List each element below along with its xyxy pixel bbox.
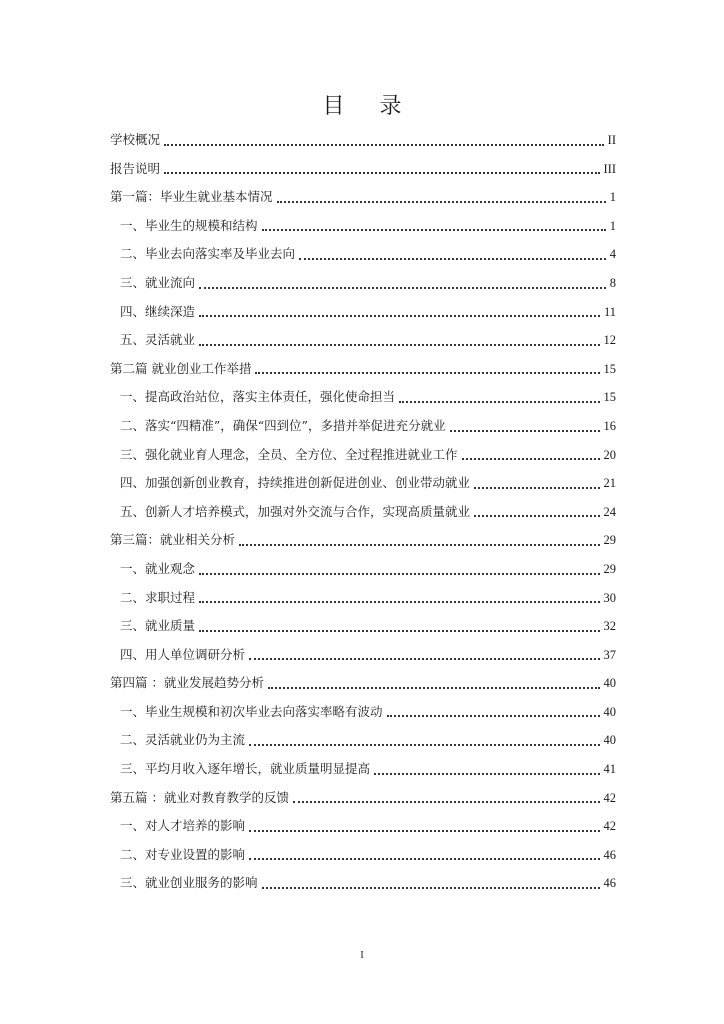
toc-entry[interactable] xyxy=(110,784,616,813)
toc-entry[interactable] xyxy=(110,212,616,241)
toc-dot-leader xyxy=(249,654,599,660)
toc-entry-label: 二、对专业设置的影响 xyxy=(120,846,246,862)
toc-dot-leader xyxy=(199,569,599,575)
toc-entry-page: III xyxy=(603,161,616,176)
toc-entry-page: 42 xyxy=(603,790,616,805)
toc-dot-leader xyxy=(293,797,600,803)
toc-entry-page: 37 xyxy=(603,647,616,662)
toc-entry-page: 20 xyxy=(603,447,616,462)
toc-entry-page: 40 xyxy=(603,733,616,748)
toc-entry-label: 二、毕业去向落实率及毕业去向 xyxy=(120,246,296,262)
toc-entry-page: 21 xyxy=(603,476,616,491)
toc-entry[interactable] xyxy=(110,698,616,727)
toc-dot-leader xyxy=(462,454,600,460)
toc-entry-page: 29 xyxy=(603,533,616,548)
toc-entry-page: 32 xyxy=(603,619,616,634)
toc-entry-page: 1 xyxy=(609,218,616,233)
page-title: 目 录 xyxy=(322,94,416,119)
toc-entry[interactable] xyxy=(110,441,616,470)
toc-dot-leader xyxy=(262,225,606,231)
toc-dot-leader xyxy=(474,511,599,517)
toc-entry[interactable] xyxy=(110,412,616,441)
toc-entry[interactable] xyxy=(110,526,616,555)
toc-entry[interactable] xyxy=(110,555,616,584)
toc-entry[interactable] xyxy=(110,669,616,698)
toc-entry-label: 三、就业创业服务的影响 xyxy=(120,875,258,891)
toc-entry-label: 第四篇 ：就业发展趋势分析 xyxy=(110,675,264,691)
toc-entry-page: 8 xyxy=(609,275,616,290)
toc-entry-label: 一、毕业生的规模和结构 xyxy=(120,217,258,233)
page-number: I xyxy=(360,950,364,961)
toc-entry-label: 四、加强创新创业教育，持续推进创新促进创业、创业带动就业 xyxy=(120,475,471,491)
toc-entry-page: 46 xyxy=(603,876,616,891)
toc-entry[interactable] xyxy=(110,183,616,212)
toc-entry[interactable] xyxy=(110,298,616,327)
toc-entry-label: 第二篇 就业创业工作举措 xyxy=(110,360,252,376)
toc-entry-page: 16 xyxy=(603,418,616,433)
toc-entry[interactable] xyxy=(110,841,616,870)
toc-entry-page: 12 xyxy=(603,333,616,348)
toc-entry[interactable] xyxy=(110,355,616,384)
toc-dot-leader xyxy=(199,283,606,289)
toc-entry-page: 15 xyxy=(603,390,616,405)
toc-entry-label: 第一篇：毕业生就业基本情况 xyxy=(110,189,273,205)
table-of-contents xyxy=(110,126,616,898)
toc-entry-page: II xyxy=(607,133,616,147)
toc-dot-leader xyxy=(474,483,599,489)
toc-entry[interactable] xyxy=(110,240,616,269)
toc-dot-leader xyxy=(450,426,600,432)
toc-entry-page: 11 xyxy=(603,304,616,319)
toc-entry[interactable] xyxy=(110,269,616,298)
toc-dot-leader xyxy=(199,311,600,317)
toc-entry-page: 42 xyxy=(603,819,616,834)
toc-dot-leader xyxy=(249,826,599,832)
toc-entry[interactable] xyxy=(110,469,616,498)
toc-entry-label: 第三篇：就业相关分析 xyxy=(110,532,236,548)
toc-entry-page: 24 xyxy=(603,504,616,519)
toc-entry-page: 40 xyxy=(603,676,616,691)
toc-entry-page: 29 xyxy=(603,561,616,576)
toc-entry[interactable] xyxy=(110,155,616,184)
toc-entry[interactable] xyxy=(110,498,616,527)
toc-entry-page: 4 xyxy=(609,247,616,262)
toc-dot-leader xyxy=(255,368,599,374)
toc-dot-leader xyxy=(199,597,599,603)
toc-entry[interactable] xyxy=(110,641,616,670)
toc-entry-label: 三、就业质量 xyxy=(120,618,196,634)
toc-entry[interactable] xyxy=(110,755,616,784)
toc-entry[interactable] xyxy=(110,812,616,841)
toc-dot-leader xyxy=(199,626,599,632)
toc-entry-label: 五、灵活就业 xyxy=(120,332,196,348)
toc-entry-page: 41 xyxy=(603,762,616,777)
toc-entry[interactable] xyxy=(110,326,616,355)
toc-entry-label: 二、求职过程 xyxy=(120,589,196,605)
toc-entry-page: 46 xyxy=(603,847,616,862)
toc-entry[interactable] xyxy=(110,726,616,755)
toc-entry-label: 四、继续深造 xyxy=(120,303,196,319)
toc-entry-label: 一、就业观念 xyxy=(120,560,196,576)
toc-dot-leader xyxy=(399,397,599,403)
toc-entry-label: 一、提高政治站位，落实主体责任，强化使命担当 xyxy=(120,389,396,405)
toc-entry-label: 学校概况 xyxy=(110,132,161,147)
toc-entry-page: 1 xyxy=(609,190,616,205)
toc-dot-leader xyxy=(164,168,599,174)
toc-entry-label: 三、就业流向 xyxy=(120,274,196,290)
toc-dot-leader xyxy=(249,740,599,746)
toc-entry[interactable] xyxy=(110,612,616,641)
toc-entry[interactable] xyxy=(110,584,616,613)
toc-dot-leader xyxy=(299,254,606,260)
toc-dot-leader xyxy=(374,769,599,775)
toc-entry-label: 二、灵活就业仍为主流 xyxy=(120,732,246,748)
toc-entry[interactable] xyxy=(110,383,616,412)
toc-dot-leader xyxy=(387,711,600,717)
toc-entry[interactable] xyxy=(110,869,616,898)
toc-dot-leader xyxy=(277,197,606,203)
toc-entry-label: 四、用人单位调研分析 xyxy=(120,646,246,662)
toc-dot-leader xyxy=(268,683,600,689)
toc-entry-label: 一、毕业生规模和初次毕业去向落实率略有波动 xyxy=(120,703,383,719)
toc-entry-label: 报告说明 xyxy=(110,160,161,176)
toc-entry-label: 二、落实“四精准”，确保“四到位”，多措并举促进充分就业 xyxy=(120,417,446,433)
toc-entry[interactable] xyxy=(110,126,616,155)
toc-entry-label: 三、平均月收入逐年增长，就业质量明显提高 xyxy=(120,761,371,777)
toc-dot-leader xyxy=(239,540,599,546)
toc-dot-leader xyxy=(164,140,604,146)
toc-entry-label: 一、对人才培养的影响 xyxy=(120,818,246,834)
toc-entry-page: 40 xyxy=(603,704,616,719)
toc-entry-label: 三、强化就业育人理念，全员、全方位、全过程推进就业工作 xyxy=(120,446,458,462)
toc-dot-leader xyxy=(249,854,599,860)
toc-dot-leader xyxy=(262,883,600,889)
toc-entry-page: 15 xyxy=(603,361,616,376)
toc-dot-leader xyxy=(199,340,599,346)
toc-entry-label: 第五篇 ：就业对教育教学的反馈 xyxy=(110,789,289,805)
toc-entry-label: 五、创新人才培养模式，加强对外交流与合作，实现高质量就业 xyxy=(120,503,471,519)
toc-entry-page: 30 xyxy=(603,590,616,605)
